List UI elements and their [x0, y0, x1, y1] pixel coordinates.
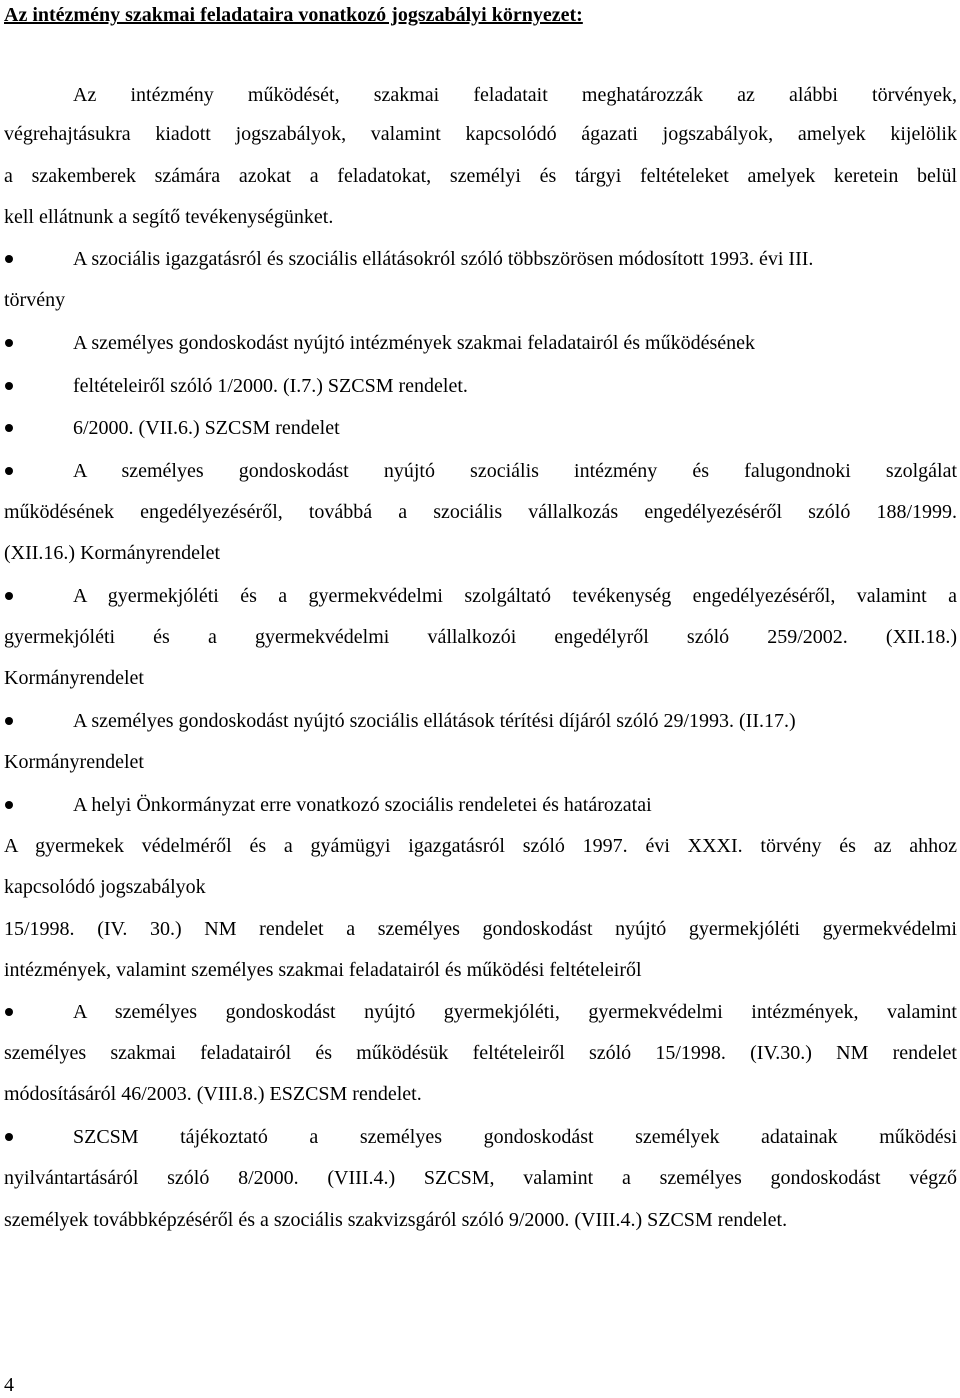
- text-line: kapcsolódó jogszabályok: [4, 876, 206, 898]
- text-line: gyermekjóléti és a gyermekvédelmi vállalkozói engedélyről szóló 259/2002. (XII.18.): [4, 626, 957, 648]
- text-line: működésének engedélyezéséről, továbbá a szociális vállalkozás engedélyezéséről szóló 188/1999.: [4, 501, 957, 523]
- list-item-text: SZCSM tájékoztató a személyes gondoskodást személyek adatainak működési: [73, 1126, 957, 1148]
- text-line: nyilvántartásáról szóló 8/2000. (VIII.4.) SZCSM, valamint a személyes gondoskodást végző: [4, 1167, 957, 1189]
- text-line: 15/1998. (IV. 30.) NM rendelet a személyes gondoskodást nyújtó gyermekjóléti gyermekvédelmi: [4, 918, 957, 940]
- list-item-text: A személyes gondoskodást nyújtó szociális intézmény és falugondnoki szolgálat: [73, 460, 957, 482]
- bullet-icon: [5, 424, 13, 432]
- bullet-icon: [5, 1133, 13, 1141]
- list-item-text: A gyermekjóléti és a gyermekvédelmi szolgáltató tevékenység engedélyezéséről, valamint a: [73, 585, 957, 607]
- text-line: végrehajtásukra kiadott jogszabályok, valamint kapcsolódó ágazati jogszabályok, amelyek kijelölik: [4, 123, 957, 145]
- bullet-icon: [5, 801, 13, 809]
- text-line: kell ellátnunk a segítő tevékenységünket.: [4, 206, 334, 228]
- bullet-icon: [5, 592, 13, 600]
- list-item-text: feltételeiről szóló 1/2000. (I.7.) SZCSM rendelet.: [73, 375, 468, 397]
- bullet-icon: [5, 467, 13, 475]
- text-line: A gyermekek védelméről és a gyámügyi igazgatásról szóló 1997. évi XXXI. törvény és az ahhoz: [4, 835, 957, 857]
- bullet-icon: [5, 382, 13, 390]
- text-line: a szakemberek számára azokat a feladatokat, személyi és tárgyi feltételeket amelyek keretein belül: [4, 165, 957, 187]
- text-line: személyes szakmai feladatairól és működésük feltételeiről szóló 15/1998. (IV.30.) NM rendelet: [4, 1042, 957, 1064]
- text-line: módosításáról 46/2003. (VIII.8.) ESZCSM rendelet.: [4, 1083, 422, 1105]
- bullet-icon: [5, 1008, 13, 1016]
- text-line: (XII.16.) Kormányrendelet: [4, 542, 221, 564]
- text-line: személyek továbbképzéséről és a szociális szakvizsgáról szóló 9/2000. (VIII.4.) SZCSM rendelet.: [4, 1209, 788, 1231]
- bullet-icon: [5, 339, 13, 347]
- list-item-text: A helyi Önkormányzat erre vonatkozó szociális rendeletei és határozatai: [73, 794, 652, 816]
- list-item-text: A személyes gondoskodást nyújtó szociális ellátások térítési díjáról szóló 29/1993. (II.17.): [73, 710, 796, 732]
- text-line: Kormányrendelet: [4, 751, 144, 773]
- list-item-text: A személyes gondoskodást nyújtó gyermekjóléti, gyermekvédelmi intézmények, valamint: [73, 1001, 957, 1023]
- section-heading: Az intézmény szakmai feladataira vonatkozó jogszabályi környezet:: [4, 4, 583, 26]
- bullet-icon: [5, 717, 13, 725]
- list-item-text: A szociális igazgatásról és szociális ellátásokról szóló többszörösen módosított 1993. évi III.: [73, 248, 814, 270]
- list-item-text: 6/2000. (VII.6.) SZCSM rendelet: [73, 417, 340, 439]
- text-line: intézmények, valamint személyes szakmai feladatairól és működési feltételeiről: [4, 959, 642, 981]
- bullet-icon: [5, 255, 13, 263]
- text-line: törvény: [4, 289, 66, 311]
- page-number: 4: [4, 1374, 14, 1396]
- list-item-text: A személyes gondoskodást nyújtó intézmények szakmai feladatairól és működésének: [73, 332, 756, 354]
- text-line: Az intézmény működését, szakmai feladatait meghatározzák az alábbi törvények,: [73, 84, 957, 106]
- text-line: Kormányrendelet: [4, 667, 144, 689]
